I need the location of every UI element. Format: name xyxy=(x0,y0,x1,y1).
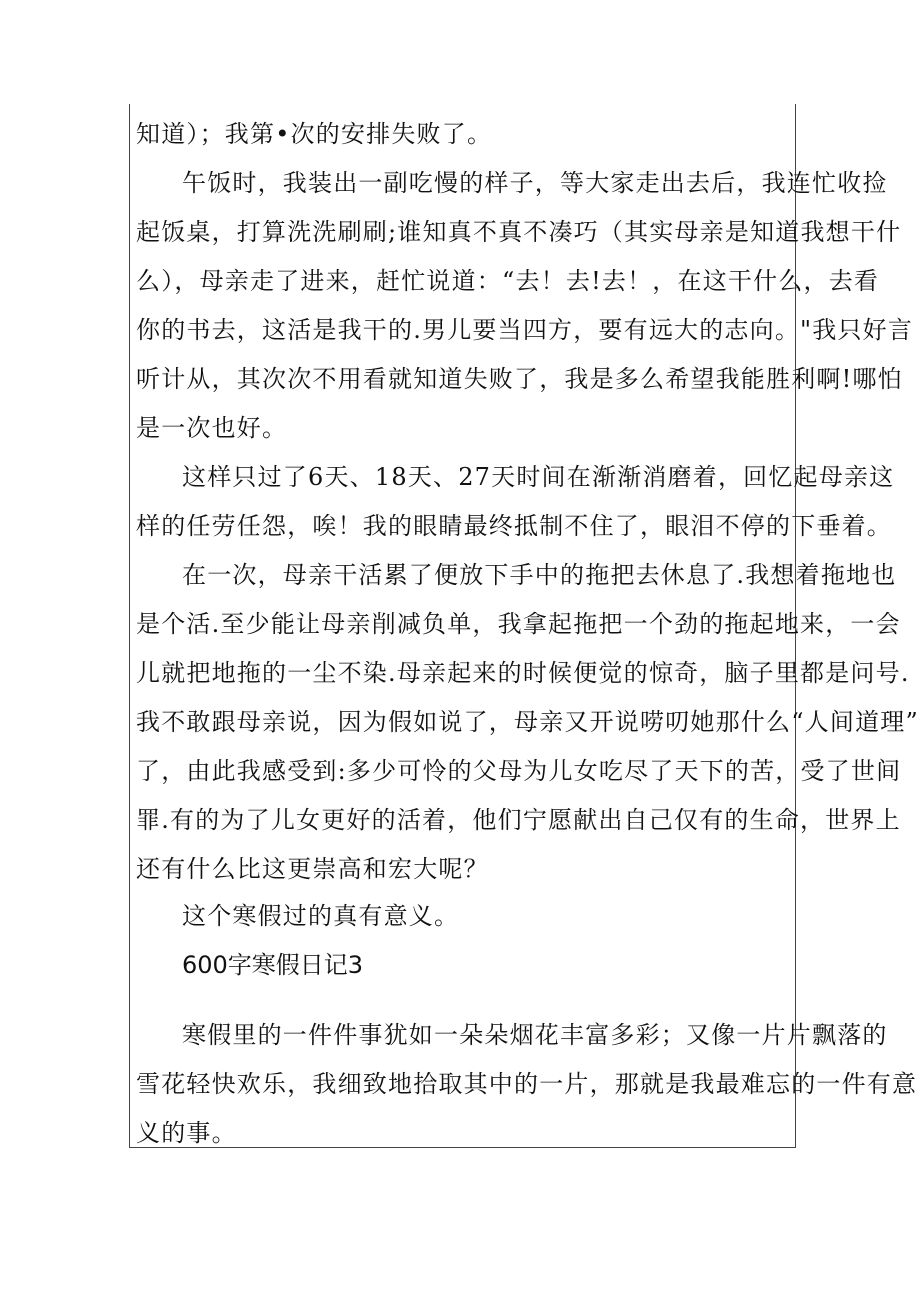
text-line: 起饭桌，打算洗洗刷刷;谁知真不真不凑巧（其实母亲是知道我想干什 xyxy=(136,218,902,246)
text-line: 你的书去，这活是我干的.男儿要当四方，要有远大的志向。"我只好言 xyxy=(136,316,914,344)
text-line: 午饭时，我装出一副吃慢的样子，等大家走出去后，我连忙收捡 xyxy=(182,169,888,197)
text-line: 儿就把地拖的一尘不染.母亲起来的时候便觉的惊奇，脑子里都是问号. xyxy=(136,659,910,687)
text-line: 是个活.至少能让母亲削减负单，我拿起拖把一个劲的拖起地来，一会 xyxy=(136,610,901,638)
text-line: 我不敢跟母亲说，因为假如说了，母亲又开说唠叨她那什么“人间道理” xyxy=(136,708,919,736)
text-line: 样的任劳任怨，唉！我的眼睛最终抵制不住了，眼泪不停的下垂着。 xyxy=(136,512,892,540)
text-line: 在一次，母亲干活累了便放下手中的拖把去休息了.我想着拖地也 xyxy=(182,561,897,589)
text-line: 罪.有的为了儿女更好的活着，他们宁愿献出自己仅有的生命，世界上 xyxy=(136,806,901,834)
text-line: 听计从，其次次不用看就知道失败了，我是多么希望我能胜利啊!哪怕 xyxy=(136,365,903,393)
text-line: 寒假里的一件件事犹如一朵朵烟花丰富多彩；又像一片片飘落的 xyxy=(182,1021,888,1049)
text-line: 了，由此我感受到:多少可怜的父母为儿女吃尽了天下的苦，受了世间 xyxy=(136,757,902,785)
text-line: 这个寒假过的真有意义。 xyxy=(182,902,460,930)
text-line: 么），母亲走了进来，赶忙说道：“去！去!去！，在这干什么，去看 xyxy=(136,267,880,295)
text-line: 是一次也好。 xyxy=(136,414,288,442)
text-line: 知道）；我第•次的安排失败了。 xyxy=(136,120,493,148)
text-line: 义的事。 xyxy=(136,1119,237,1147)
section-heading: 600字寒假日记3 xyxy=(182,951,364,979)
text-line: 雪花轻快欢乐，我细致地拾取其中的一片，那就是我最难忘的一件有意 xyxy=(136,1070,918,1098)
text-line: 这样只过了6天、18天、27天时间在渐渐消磨着，回忆起母亲这 xyxy=(182,463,895,491)
text-line: 还有什么比这更崇高和宏大呢？ xyxy=(136,855,489,883)
